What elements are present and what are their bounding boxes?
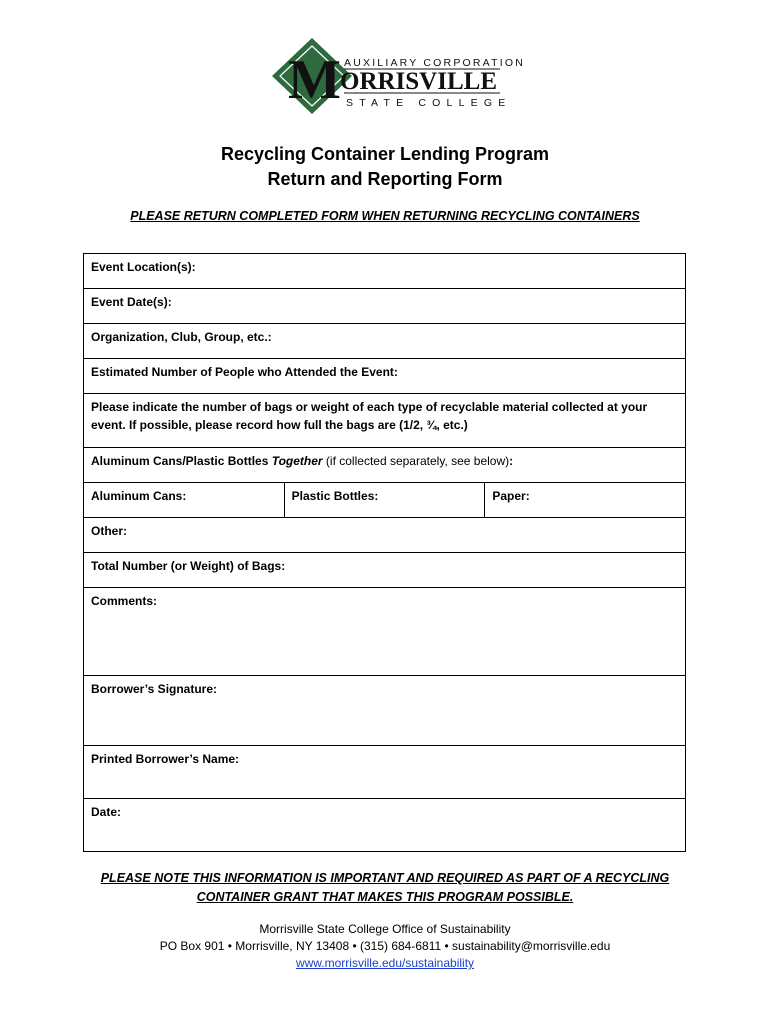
website-line (0, 955, 770, 972)
office-name: Morrisville State College Office of Sustainability (259, 922, 511, 936)
signature-label: Borrower’s Signature: (91, 682, 218, 696)
return-notice: PLEASE RETURN COMPLETED FORM WHEN RETURNING RECYCLING CONTAINERS (130, 209, 640, 223)
form-title: Recycling Container Lending Program (220, 144, 550, 164)
together-colon: : (509, 454, 514, 468)
other-field[interactable] (84, 518, 685, 553)
paper-label: Paper: (492, 489, 530, 503)
grant-notice (80, 869, 690, 907)
date-field[interactable] (84, 799, 685, 851)
paper-field[interactable] (485, 483, 685, 517)
logo-line-3: STATE COLLEGE (346, 97, 512, 109)
date-label: Date: (91, 805, 122, 819)
aluminum-cans-field[interactable] (84, 483, 285, 517)
attendance-field[interactable] (84, 359, 685, 394)
college-logo (266, 36, 525, 116)
instructions-text: Please indicate the number of bags or weight of each type of recyclable material collected at your event. If possible, please record how full the bags are (1/2, ¾, etc.) (91, 400, 648, 432)
organization-label: Organization, Club, Group, etc.: (91, 330, 272, 344)
logo-line-1: AUXILIARY CORPORATION (344, 57, 525, 69)
aluminum-cans-label: Aluminum Cans: (91, 489, 187, 503)
event-location-label: Event Location(s): (91, 260, 196, 274)
together-label: Aluminum Cans/Plastic Bottles (91, 454, 272, 468)
website-link[interactable]: www.morrisville.edu/sustainability (295, 956, 475, 970)
logo-initial: M (288, 49, 341, 111)
comments-label: Comments: (91, 594, 158, 608)
signature-field[interactable] (84, 676, 685, 746)
report-form (83, 253, 686, 852)
organization-field[interactable] (84, 324, 685, 359)
office-address: PO Box 901 • Morrisville, NY 13408 • (315) 684-6811 • sustainability@morrisville.edu (159, 939, 611, 953)
event-dates-label: Event Date(s): (91, 295, 172, 309)
plastic-bottles-label: Plastic Bottles: (291, 489, 379, 503)
event-location-field[interactable] (84, 254, 685, 289)
attendance-label: Estimated Number of People who Attended the Event: (91, 365, 398, 379)
instructions-row (84, 394, 685, 448)
printed-name-label: Printed Borrower’s Name: (91, 752, 240, 766)
form-subtitle: Return and Reporting Form (267, 169, 503, 189)
grant-notice-line-2: CONTAINER GRANT THAT MAKES THIS PROGRAM POSSIBLE. (196, 890, 574, 904)
logo-line-2: ORRISVILLE (340, 68, 497, 95)
separate-materials-row (84, 483, 685, 518)
other-label: Other: (91, 524, 127, 538)
together-emphasis: Together (271, 454, 323, 468)
total-bags-label: Total Number (or Weight) of Bags: (91, 559, 286, 573)
total-bags-field[interactable] (84, 553, 685, 588)
plastic-bottles-field[interactable] (285, 483, 486, 517)
event-dates-field[interactable] (84, 289, 685, 324)
cans-bottles-together-field[interactable] (84, 448, 685, 483)
printed-name-field[interactable] (84, 746, 685, 799)
grant-notice-line-1: PLEASE NOTE THIS INFORMATION IS IMPORTANT AND REQUIRED AS PART OF A RECYCLING (100, 871, 670, 885)
logo-graphic (266, 36, 525, 116)
comments-field[interactable] (84, 588, 685, 676)
together-note: (if collected separately, see below) (322, 454, 510, 468)
